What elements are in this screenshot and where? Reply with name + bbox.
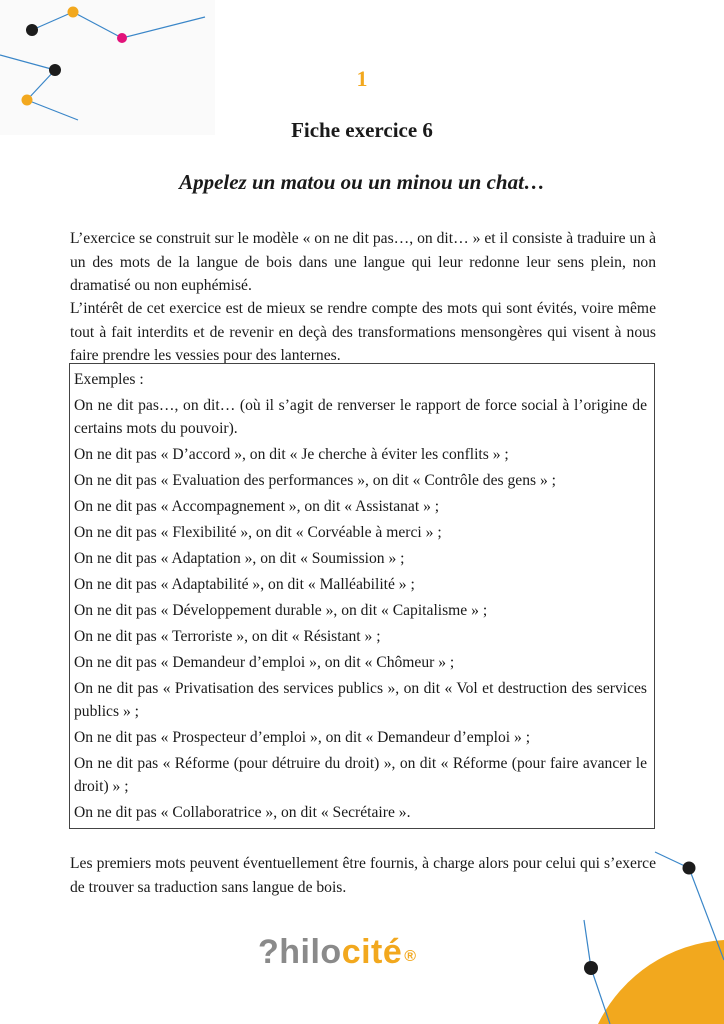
node-dot [683,862,696,875]
philocite-logo [258,933,417,972]
node-dot [584,961,598,975]
example-line: On ne dit pas « Privatisation des services publics », on dit « Vol et destruction des services publics » ; [74,680,647,720]
example-line: On ne dit pas « Terroriste », on dit « Résistant » ; [74,628,381,645]
page-title: Fiche exercice 6 [291,118,433,142]
node-dot [22,95,33,106]
example-line: On ne dit pas « Adaptabilité », on dit « Malléabilité » ; [74,576,415,593]
logo-text-part2: cité [341,933,403,971]
example-line: On ne dit pas « Collaboratrice », on dit « Secrétaire ». [74,804,411,821]
top-left-network [0,0,215,135]
example-line: On ne dit pas…, on dit… (où il s’agit de renverser le rapport de force social à l’origine de certains mots du pouvoir). [74,397,647,437]
examples-box [69,363,655,829]
node-dot [68,7,79,18]
page-subtitle: Appelez un matou ou un minou un chat… [179,170,545,194]
intro-paragraph: L’exercice se construit sur le modèle « on ne dit pas…, on dit… » et il consiste à traduire un à un des mots de la langue de bois dans une langue qui leur redonne leur sens plein, non dramatisé ou non euphémisé. [70,230,656,294]
examples-heading: Exemples : [74,371,144,388]
example-line: On ne dit pas « Adaptation », on dit « Soumission » ; [74,550,405,567]
intro-paragraph: L’intérêt de cet exercice est de mieux se rendre compte des mots qui sont évités, voire même tout à fait interdits et de revenir en deçà des transformations mensongères qui visent à nous faire prendre les vessies pour des lanternes. [70,300,656,364]
logo-text-part1: ?hilo [258,933,342,971]
example-line: On ne dit pas « Prospecteur d’emploi », on dit « Demandeur d’emploi » ; [74,729,531,746]
page-number: 1 [356,66,368,91]
example-line: On ne dit pas « D’accord », on dit « Je cherche à éviter les conflits » ; [74,446,509,463]
example-line: On ne dit pas « Développement durable », on dit « Capitalisme » ; [74,602,488,619]
example-line: On ne dit pas « Réforme (pour détruire du droit) », on dit « Réforme (pour faire avancer le droit) » ; [74,755,647,795]
example-line: On ne dit pas « Accompagnement », on dit « Assistanat » ; [74,498,440,515]
example-line: On ne dit pas « Evaluation des performances », on dit « Contrôle des gens » ; [74,472,557,489]
example-line: On ne dit pas « Demandeur d’emploi », on dit « Chômeur » ; [74,654,455,671]
node-dot [117,33,127,43]
registered-mark: ® [404,948,417,965]
node-dot [26,24,38,36]
node-dot [49,64,61,76]
example-line: On ne dit pas « Flexibilité », on dit « Corvéable à merci » ; [74,524,442,541]
closing-paragraph: Les premiers mots peuvent éventuellement être fournis, à charge alors pour celui qui s’exerce de trouver sa traduction sans langue de bois. [70,855,656,896]
